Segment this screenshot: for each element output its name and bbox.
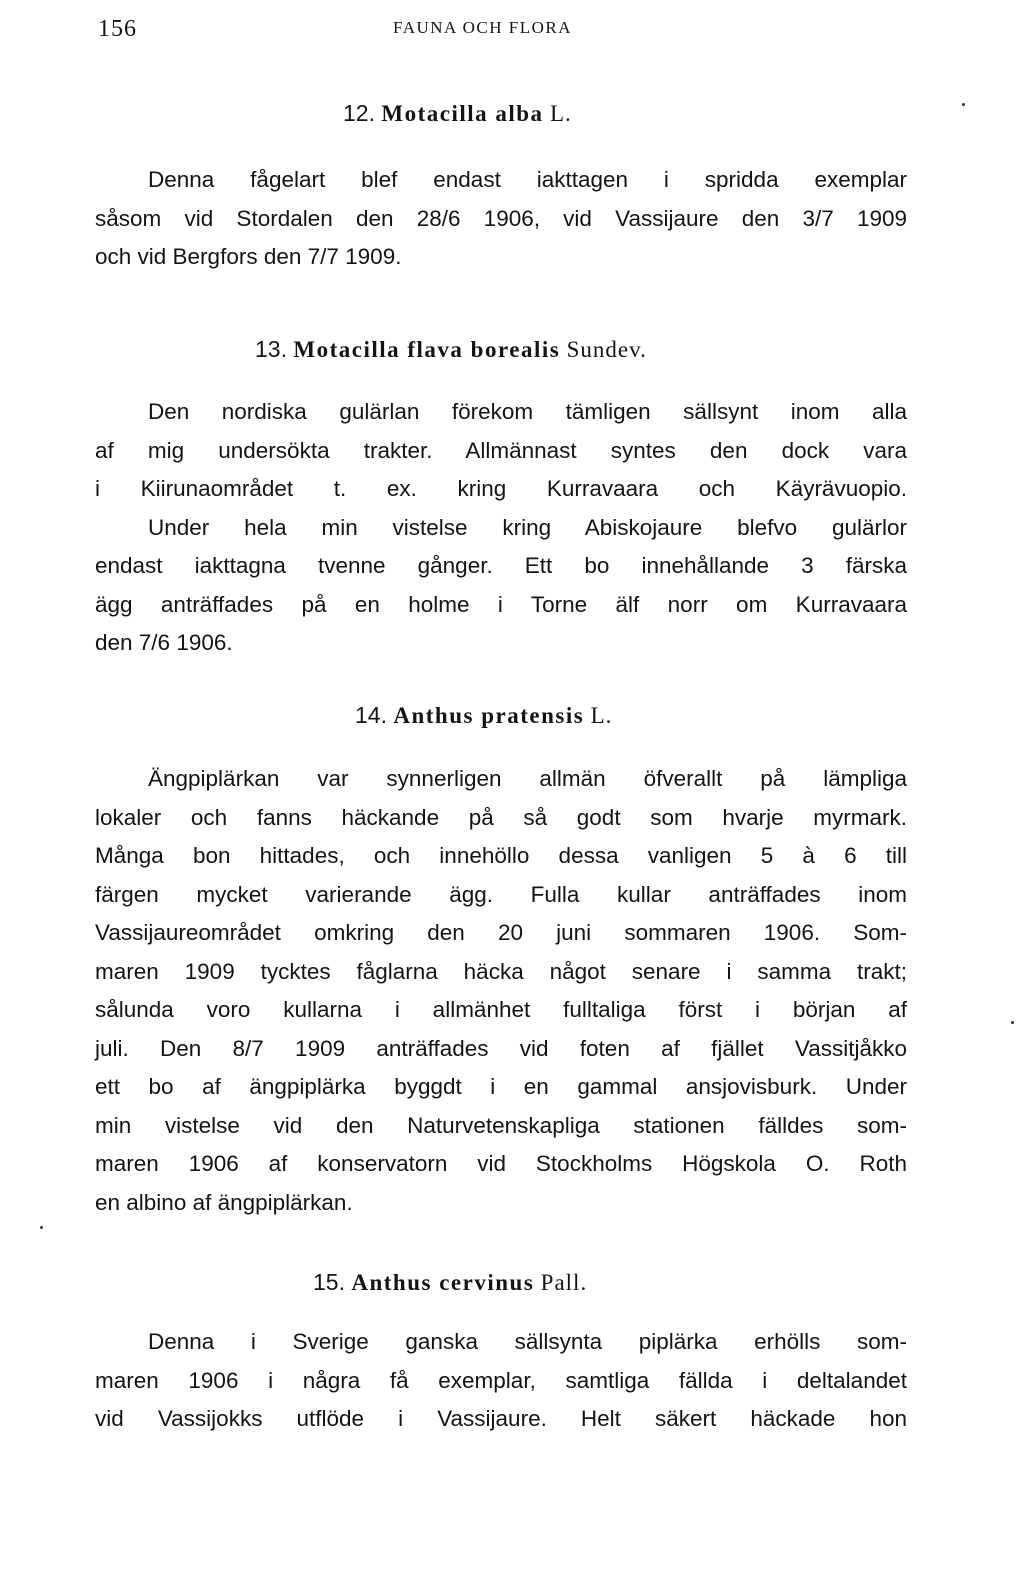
- text-line: och vid Bergfors den 7/7 1909.: [95, 244, 402, 269]
- text-line: endast iakttagna tvenne gånger. Ett bo innehållande 3 färska: [95, 553, 907, 578]
- text-line: såsom vid Stordalen den 28/6 1906, vid Vassijaure den 3/7 1909: [95, 205, 907, 231]
- scan-speck: [962, 103, 965, 106]
- text-line: af mig undersökta trakter. Allmännast syntes den dock vara: [95, 437, 907, 463]
- text-line: Ängpiplärkan var synnerligen allmän öfverallt på lämpliga: [148, 766, 907, 791]
- species-heading-15: 15. Anthus cervinus Pall.: [313, 1269, 588, 1295]
- text-line: ett bo af ängpiplärka byggdt i en gammal ansjovisburk. Under: [95, 1074, 907, 1099]
- species-text-13: [95, 393, 907, 663]
- scan-speck: [1011, 1021, 1014, 1024]
- text-line: ägg anträffades på en holme i Torne älf norr om Kurravaara: [95, 591, 907, 617]
- text-line: sålunda voro kullarna i allmänhet fulltaliga först i början af: [95, 997, 907, 1022]
- running-title: FAUNA OCH FLORA: [393, 18, 572, 37]
- species-text-12: [95, 161, 907, 277]
- text-line: Den nordiska gulärlan förekom tämligen sällsynt inom alla: [148, 399, 907, 424]
- text-line: i Kiirunaområdet t. ex. kring Kurravaara och Käyrävuopio.: [95, 476, 907, 501]
- species-text-14: [95, 760, 907, 1222]
- text-line: Vassijaureområdet omkring den 20 juni sommaren 1906. Som-: [95, 920, 907, 945]
- text-line: en albino af ängpiplärkan.: [95, 1189, 353, 1215]
- text-line: Många bon hittades, och innehöllo dessa vanligen 5 à 6 till: [95, 843, 907, 868]
- species-heading-12: 12. Motacilla alba L.: [343, 100, 572, 126]
- text-line: Under hela min vistelse kring Abiskojaure blefvo gulärlor: [148, 514, 907, 540]
- text-line: maren 1906 af konservatorn vid Stockholms Högskola O. Roth: [95, 1151, 907, 1176]
- text-line: Denna i Sverige ganska sällsynta piplärka erhölls som-: [148, 1329, 907, 1354]
- text-line: vid Vassijokks utflöde i Vassijaure. Helt säkert häckade hon: [95, 1406, 907, 1431]
- text-line: färgen mycket varierande ägg. Fulla kullar anträffades inom: [95, 881, 907, 907]
- page-header: [0, 10, 1024, 50]
- text-line: den 7/6 1906.: [95, 630, 233, 655]
- text-line: juli. Den 8/7 1909 anträffades vid foten af fjället Vassitjåkko: [95, 1035, 907, 1061]
- species-heading-13: 13. Motacilla flava borealis Sundev.: [255, 336, 647, 362]
- species-heading-14: 14. Anthus pratensis L.: [355, 702, 613, 728]
- text-line: min vistelse vid den Naturvetenskapliga stationen fälldes som-: [95, 1112, 907, 1138]
- page-number: 156: [98, 16, 137, 42]
- species-text-15: [95, 1323, 907, 1439]
- text-line: lokaler och fanns häckande på så godt som hvarje myrmark.: [95, 804, 907, 830]
- text-line: Denna fågelart blef endast iakttagen i spridda exemplar: [148, 167, 907, 192]
- text-line: maren 1906 i några få exemplar, samtliga fällda i deltalandet: [95, 1367, 907, 1393]
- text-line: maren 1909 tycktes fåglarna häcka något senare i samma trakt;: [95, 958, 907, 984]
- scan-speck: [40, 1226, 43, 1229]
